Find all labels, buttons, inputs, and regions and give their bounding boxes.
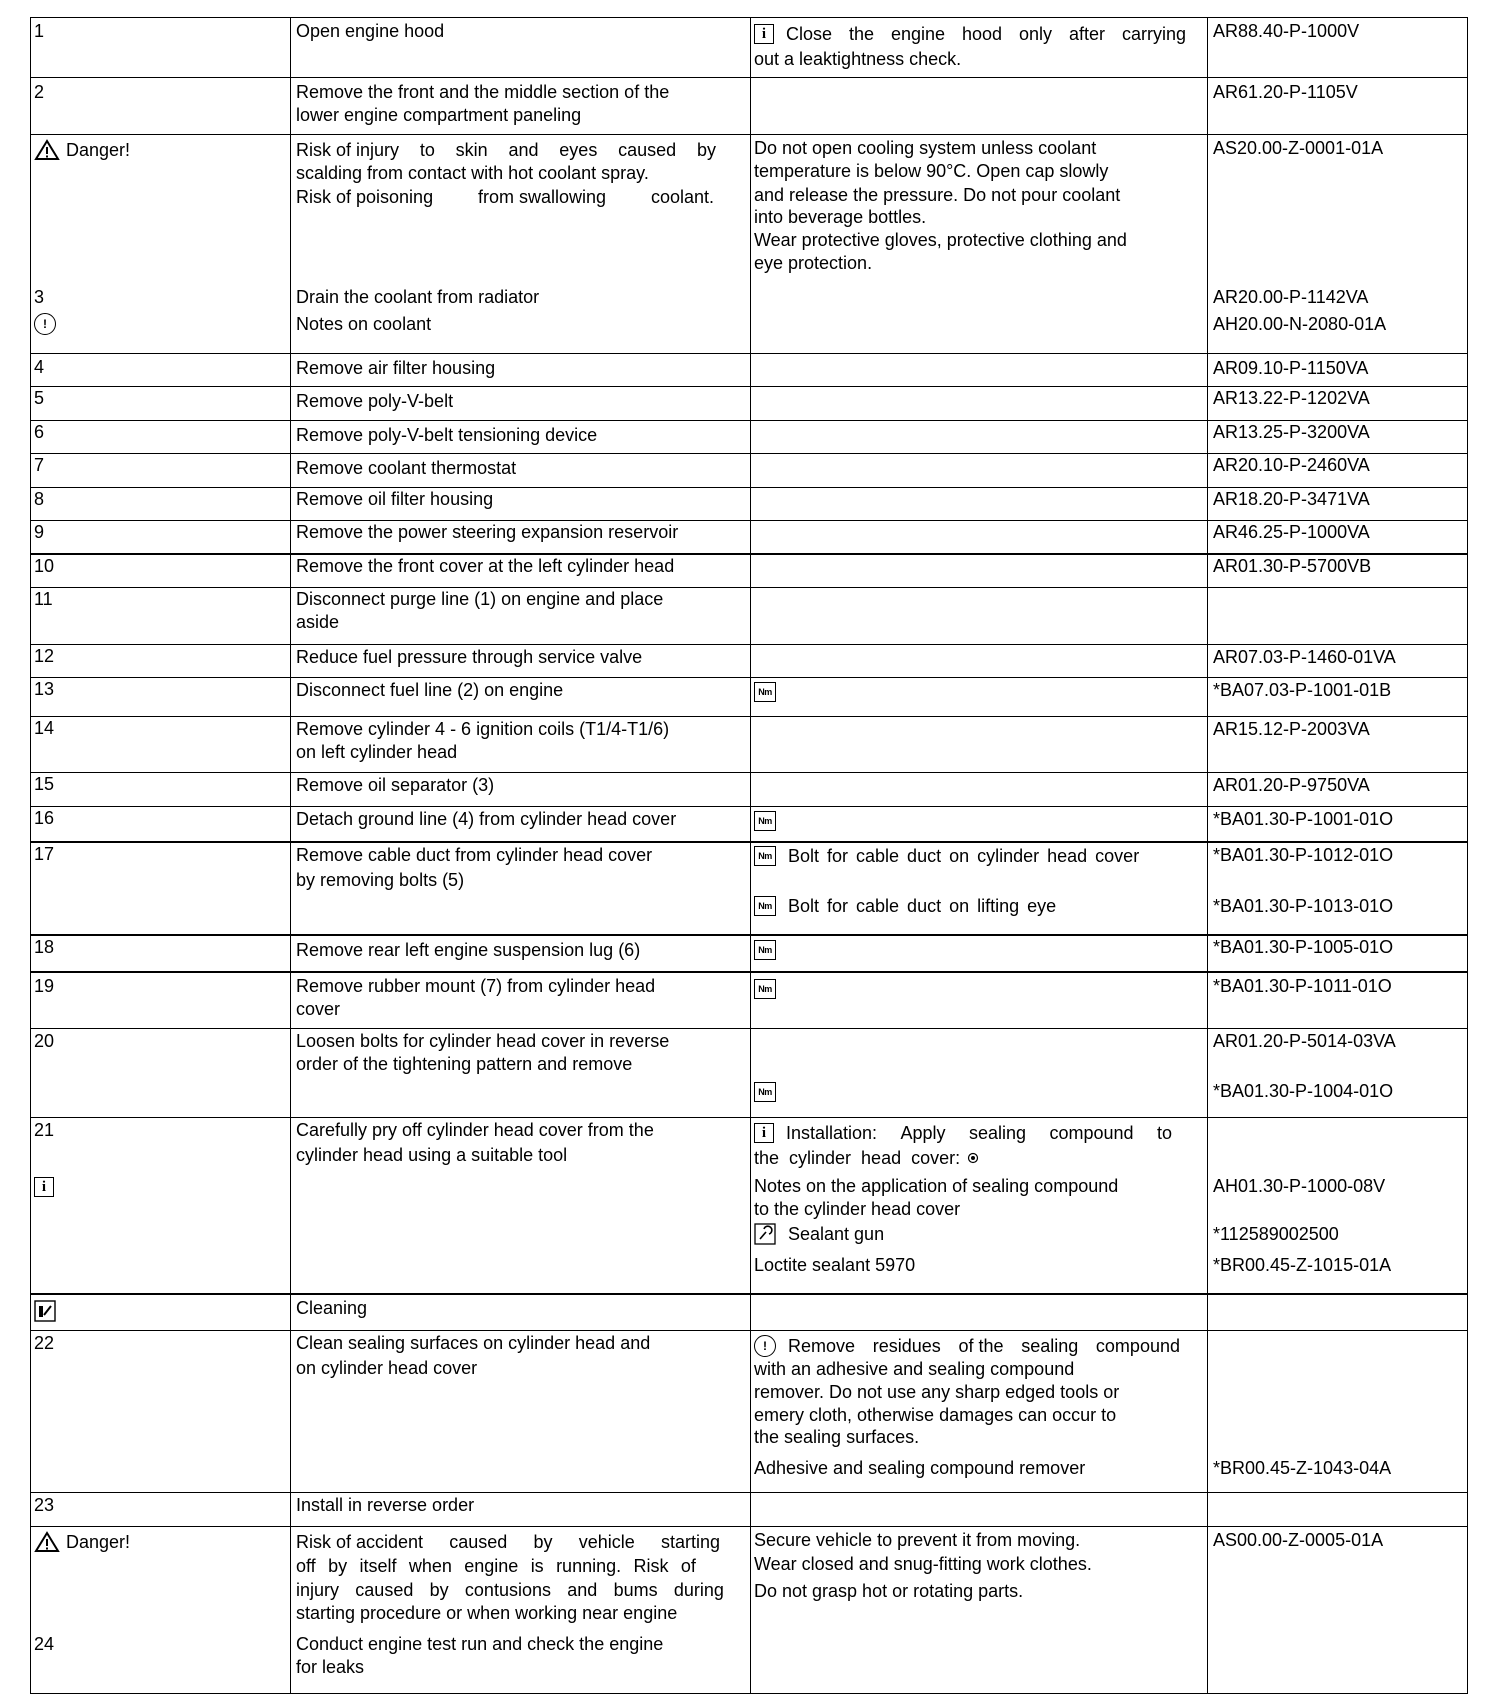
- reference-code: AR20.00-P-1142VA: [1213, 287, 1369, 307]
- reference-code: *BA01.30-P-1001-01O: [1213, 809, 1394, 829]
- reference-code: AR09.10-P-1150VA: [1213, 358, 1369, 378]
- step-number: 4: [34, 357, 45, 377]
- table-row: [30, 78, 1468, 135]
- step-text: Open engine hood: [296, 21, 445, 41]
- reference-code: AS20.00-Z-0001-01A: [1213, 138, 1384, 158]
- reference-code: *BR00.45-Z-1015-01A: [1213, 1255, 1392, 1275]
- reference-code: *BR00.45-Z-1043-04A: [1213, 1458, 1392, 1478]
- step-text: Detach ground line (4) from cylinder head cover: [296, 809, 677, 829]
- step-text: Drain the coolant from radiator: [296, 287, 540, 307]
- step-number: 3: [34, 287, 45, 307]
- step-text: Disconnect fuel line (2) on engine: [296, 680, 564, 700]
- step-text: aside: [296, 612, 340, 632]
- step-text: Remove the front and the middle section of the: [296, 82, 670, 102]
- step-number: 13: [34, 679, 55, 699]
- table-row: [30, 555, 1468, 588]
- step-number: 16: [34, 808, 55, 828]
- image-reference-icon: [966, 1151, 980, 1165]
- step-text: Remove the power steering expansion reservoir: [296, 522, 679, 542]
- note-line: Close the engine hood only after carrying: [786, 24, 1186, 44]
- step-number: 17: [34, 844, 55, 864]
- reference-code: AR46.25-P-1000VA: [1213, 522, 1370, 542]
- step-text: cover: [296, 999, 341, 1019]
- step-text: Remove oil separator (3): [296, 775, 495, 795]
- safety-note: eye protection.: [754, 253, 873, 273]
- torque-icon: Nm: [754, 1080, 776, 1102]
- danger-label: Danger!: [34, 139, 130, 161]
- torque-note: Nm Bolt for cable duct on cylinder head cover: [754, 845, 1139, 867]
- step-note: out a leaktightness check.: [754, 49, 962, 69]
- step-number: 12: [34, 646, 55, 666]
- step-text: on left cylinder head: [296, 742, 458, 762]
- tool-note: Sealant gun: [754, 1223, 884, 1245]
- table-row: [30, 1527, 1468, 1694]
- step-number: 5: [34, 388, 45, 408]
- section-heading: Cleaning: [296, 1298, 368, 1318]
- step-text: cylinder head using a suitable tool: [296, 1145, 568, 1165]
- reference-code: *BA01.30-P-1012-01O: [1213, 845, 1394, 865]
- table-row: [30, 645, 1468, 678]
- step-text: Remove rear left engine suspension lug (6): [296, 940, 641, 960]
- cleaning-icon: [34, 1299, 56, 1322]
- reference-code: *BA01.30-P-1011-01O: [1213, 976, 1392, 996]
- note-icon: !: [754, 1335, 776, 1357]
- table-row: [30, 421, 1468, 454]
- reference-code: *112589002500: [1213, 1224, 1339, 1244]
- risk-text: scalding from contact with hot coolant spray.: [296, 163, 649, 183]
- installation-note: the cylinder head cover:: [754, 1147, 980, 1169]
- table-row: [30, 454, 1468, 488]
- torque-icon: Nm: [754, 977, 776, 999]
- reference-code: AR15.12-P-2003VA: [1213, 719, 1370, 739]
- step-number: 1: [34, 21, 45, 41]
- risk-text: starting procedure or when working near engine: [296, 1603, 678, 1623]
- reference-code: AR01.20-P-5014-03VA: [1213, 1031, 1396, 1051]
- safety-note: Secure vehicle to prevent it from moving.: [754, 1530, 1081, 1550]
- step-text: Remove air filter housing: [296, 358, 496, 378]
- safety-note: Wear closed and snug-fitting work clothes.: [754, 1554, 1092, 1574]
- table-row: [30, 936, 1468, 973]
- table-row: [30, 773, 1468, 807]
- step-number: 22: [34, 1333, 55, 1353]
- step-number: 20: [34, 1031, 55, 1051]
- installation-note: to the cylinder head cover: [754, 1199, 961, 1219]
- step-text: Remove poly-V-belt: [296, 391, 454, 411]
- risk-text: Risk of injury to skin and eyes caused by: [296, 140, 716, 160]
- table-row: [30, 588, 1468, 645]
- step-number: 6: [34, 422, 45, 442]
- safety-note: into beverage bottles.: [754, 207, 927, 227]
- installation-note: Notes on the application of sealing compound: [754, 1176, 1119, 1196]
- cleaning-note: with an adhesive and sealing compound: [754, 1359, 1075, 1379]
- consumable-note: Loctite sealant 5970: [754, 1255, 916, 1275]
- cleaning-note: emery cloth, otherwise damages can occur to: [754, 1405, 1117, 1425]
- torque-icon: Nm: [754, 680, 776, 702]
- step-text: Disconnect purge line (1) on engine and place: [296, 589, 664, 609]
- cleaning-note: ! Remove residues of the sealing compound: [754, 1335, 1180, 1357]
- safety-note: Do not open cooling system unless coolant: [754, 138, 1097, 158]
- risk-text: injury caused by contusions and bums during: [296, 1580, 724, 1600]
- step-number: 14: [34, 718, 55, 738]
- torque-icon: Nm: [754, 896, 776, 916]
- step-text: on cylinder head cover: [296, 1358, 478, 1378]
- table-row: [30, 717, 1468, 773]
- step-text: Remove poly-V-belt tensioning device: [296, 425, 598, 445]
- reference-code: AH20.00-N-2080-01A: [1213, 314, 1387, 334]
- step-number: 24: [34, 1634, 55, 1654]
- step-number: 9: [34, 522, 45, 542]
- torque-icon: Nm: [754, 809, 776, 831]
- step-number: 23: [34, 1495, 55, 1515]
- step-number: 7: [34, 455, 45, 475]
- table-row: [30, 354, 1468, 387]
- torque-icon: Nm: [754, 938, 776, 960]
- danger-label: Danger!: [34, 1531, 130, 1553]
- step-text: Notes on coolant: [296, 314, 432, 334]
- repair-instruction-table: [30, 17, 1468, 1694]
- step-text: Carefully pry off cylinder head cover from the: [296, 1120, 654, 1140]
- table-row: [30, 521, 1468, 555]
- table-row: [30, 807, 1468, 843]
- special-tool-icon: [754, 1223, 776, 1245]
- reference-code: *BA01.30-P-1005-01O: [1213, 937, 1394, 957]
- step-text: lower engine compartment paneling: [296, 105, 582, 125]
- step-note: [754, 23, 1186, 45]
- reference-code: AR20.10-P-2460VA: [1213, 455, 1370, 475]
- step-text: Remove oil filter housing: [296, 489, 494, 509]
- table-row: [30, 973, 1468, 1029]
- step-number: 21: [34, 1120, 55, 1140]
- step-number: 18: [34, 937, 55, 957]
- risk-text: off by itself when engine is running. Risk of: [296, 1556, 696, 1576]
- step-text: Remove cable duct from cylinder head cover: [296, 845, 653, 865]
- reference-code: AR13.25-P-3200VA: [1213, 422, 1370, 442]
- table-row: [30, 678, 1468, 717]
- table-row: [30, 1331, 1468, 1493]
- reference-code: AR07.03-P-1460-01VA: [1213, 647, 1396, 667]
- step-text: Remove the front cover at the left cylinder head: [296, 556, 675, 576]
- info-icon: i: [754, 24, 774, 44]
- warning-triangle-icon: [34, 139, 60, 161]
- step-number: 15: [34, 774, 55, 794]
- note-icon: !: [34, 312, 56, 335]
- step-number: 11: [34, 589, 53, 609]
- safety-note: Do not grasp hot or rotating parts.: [754, 1581, 1024, 1601]
- step-text: for leaks: [296, 1657, 365, 1677]
- risk-text: Risk of poisoning from swallowing coolant.: [296, 187, 714, 207]
- warning-triangle-icon: [34, 1531, 60, 1553]
- reference-code: *BA01.30-P-1004-01O: [1213, 1081, 1394, 1101]
- cleaning-note: remover. Do not use any sharp edged tools or: [754, 1382, 1120, 1402]
- table-row: [30, 387, 1468, 421]
- step-text: Clean sealing surfaces on cylinder head and: [296, 1333, 651, 1353]
- step-text: Loosen bolts for cylinder head cover in reverse: [296, 1031, 670, 1051]
- step-text: Remove coolant thermostat: [296, 458, 517, 478]
- step-text: order of the tightening pattern and remove: [296, 1054, 633, 1074]
- reference-code: AR13.22-P-1202VA: [1213, 388, 1370, 408]
- info-icon: i: [754, 1123, 774, 1143]
- risk-text: Risk of accident caused by vehicle starting: [296, 1532, 720, 1552]
- table-row: [30, 135, 1468, 354]
- table-row: [30, 1295, 1468, 1331]
- info-icon: i: [34, 1175, 54, 1197]
- reference-code: AR01.30-P-5700VB: [1213, 556, 1372, 576]
- table-row: [30, 17, 1468, 78]
- torque-note: Nm Bolt for cable duct on lifting eye: [754, 895, 1056, 917]
- step-number: 19: [34, 976, 55, 996]
- safety-note: Wear protective gloves, protective clothing and: [754, 230, 1127, 250]
- step-text: Reduce fuel pressure through service valve: [296, 647, 643, 667]
- table-row: [30, 843, 1468, 936]
- reference-code: *BA01.30-P-1013-01O: [1213, 896, 1394, 916]
- step-text: Install in reverse order: [296, 1495, 475, 1515]
- table-row: [30, 1029, 1468, 1118]
- reference-code: AR88.40-P-1000V: [1213, 21, 1360, 41]
- safety-note: temperature is below 90°C. Open cap slowly: [754, 161, 1109, 181]
- safety-note: and release the pressure. Do not pour coolant: [754, 185, 1121, 205]
- reference-code: *BA07.03-P-1001-01B: [1213, 680, 1392, 700]
- reference-code: AR61.20-P-1105V: [1213, 82, 1358, 102]
- reference-code: AS00.00-Z-0005-01A: [1213, 1530, 1384, 1550]
- step-number: 2: [34, 82, 45, 102]
- cleaning-note: the sealing surfaces.: [754, 1427, 920, 1447]
- reference-code: AH01.30-P-1000-08V: [1213, 1176, 1386, 1196]
- step-number: 10: [34, 556, 55, 576]
- table-row: [30, 1118, 1468, 1295]
- step-text: Remove rubber mount (7) from cylinder head: [296, 976, 656, 996]
- torque-icon: Nm: [754, 846, 776, 866]
- consumable-note: Adhesive and sealing compound remover: [754, 1458, 1086, 1478]
- step-text: Conduct engine test run and check the engine: [296, 1634, 664, 1654]
- reference-code: AR01.20-P-9750VA: [1213, 775, 1370, 795]
- table-row: [30, 1493, 1468, 1527]
- step-text: Remove cylinder 4 - 6 ignition coils (T1/4-T1/6): [296, 719, 670, 739]
- step-number: 8: [34, 489, 45, 509]
- reference-code: AR18.20-P-3471VA: [1213, 489, 1370, 509]
- installation-note: i Installation: Apply sealing compound to: [754, 1122, 1172, 1144]
- step-text: by removing bolts (5): [296, 870, 465, 890]
- table-row: [30, 488, 1468, 521]
